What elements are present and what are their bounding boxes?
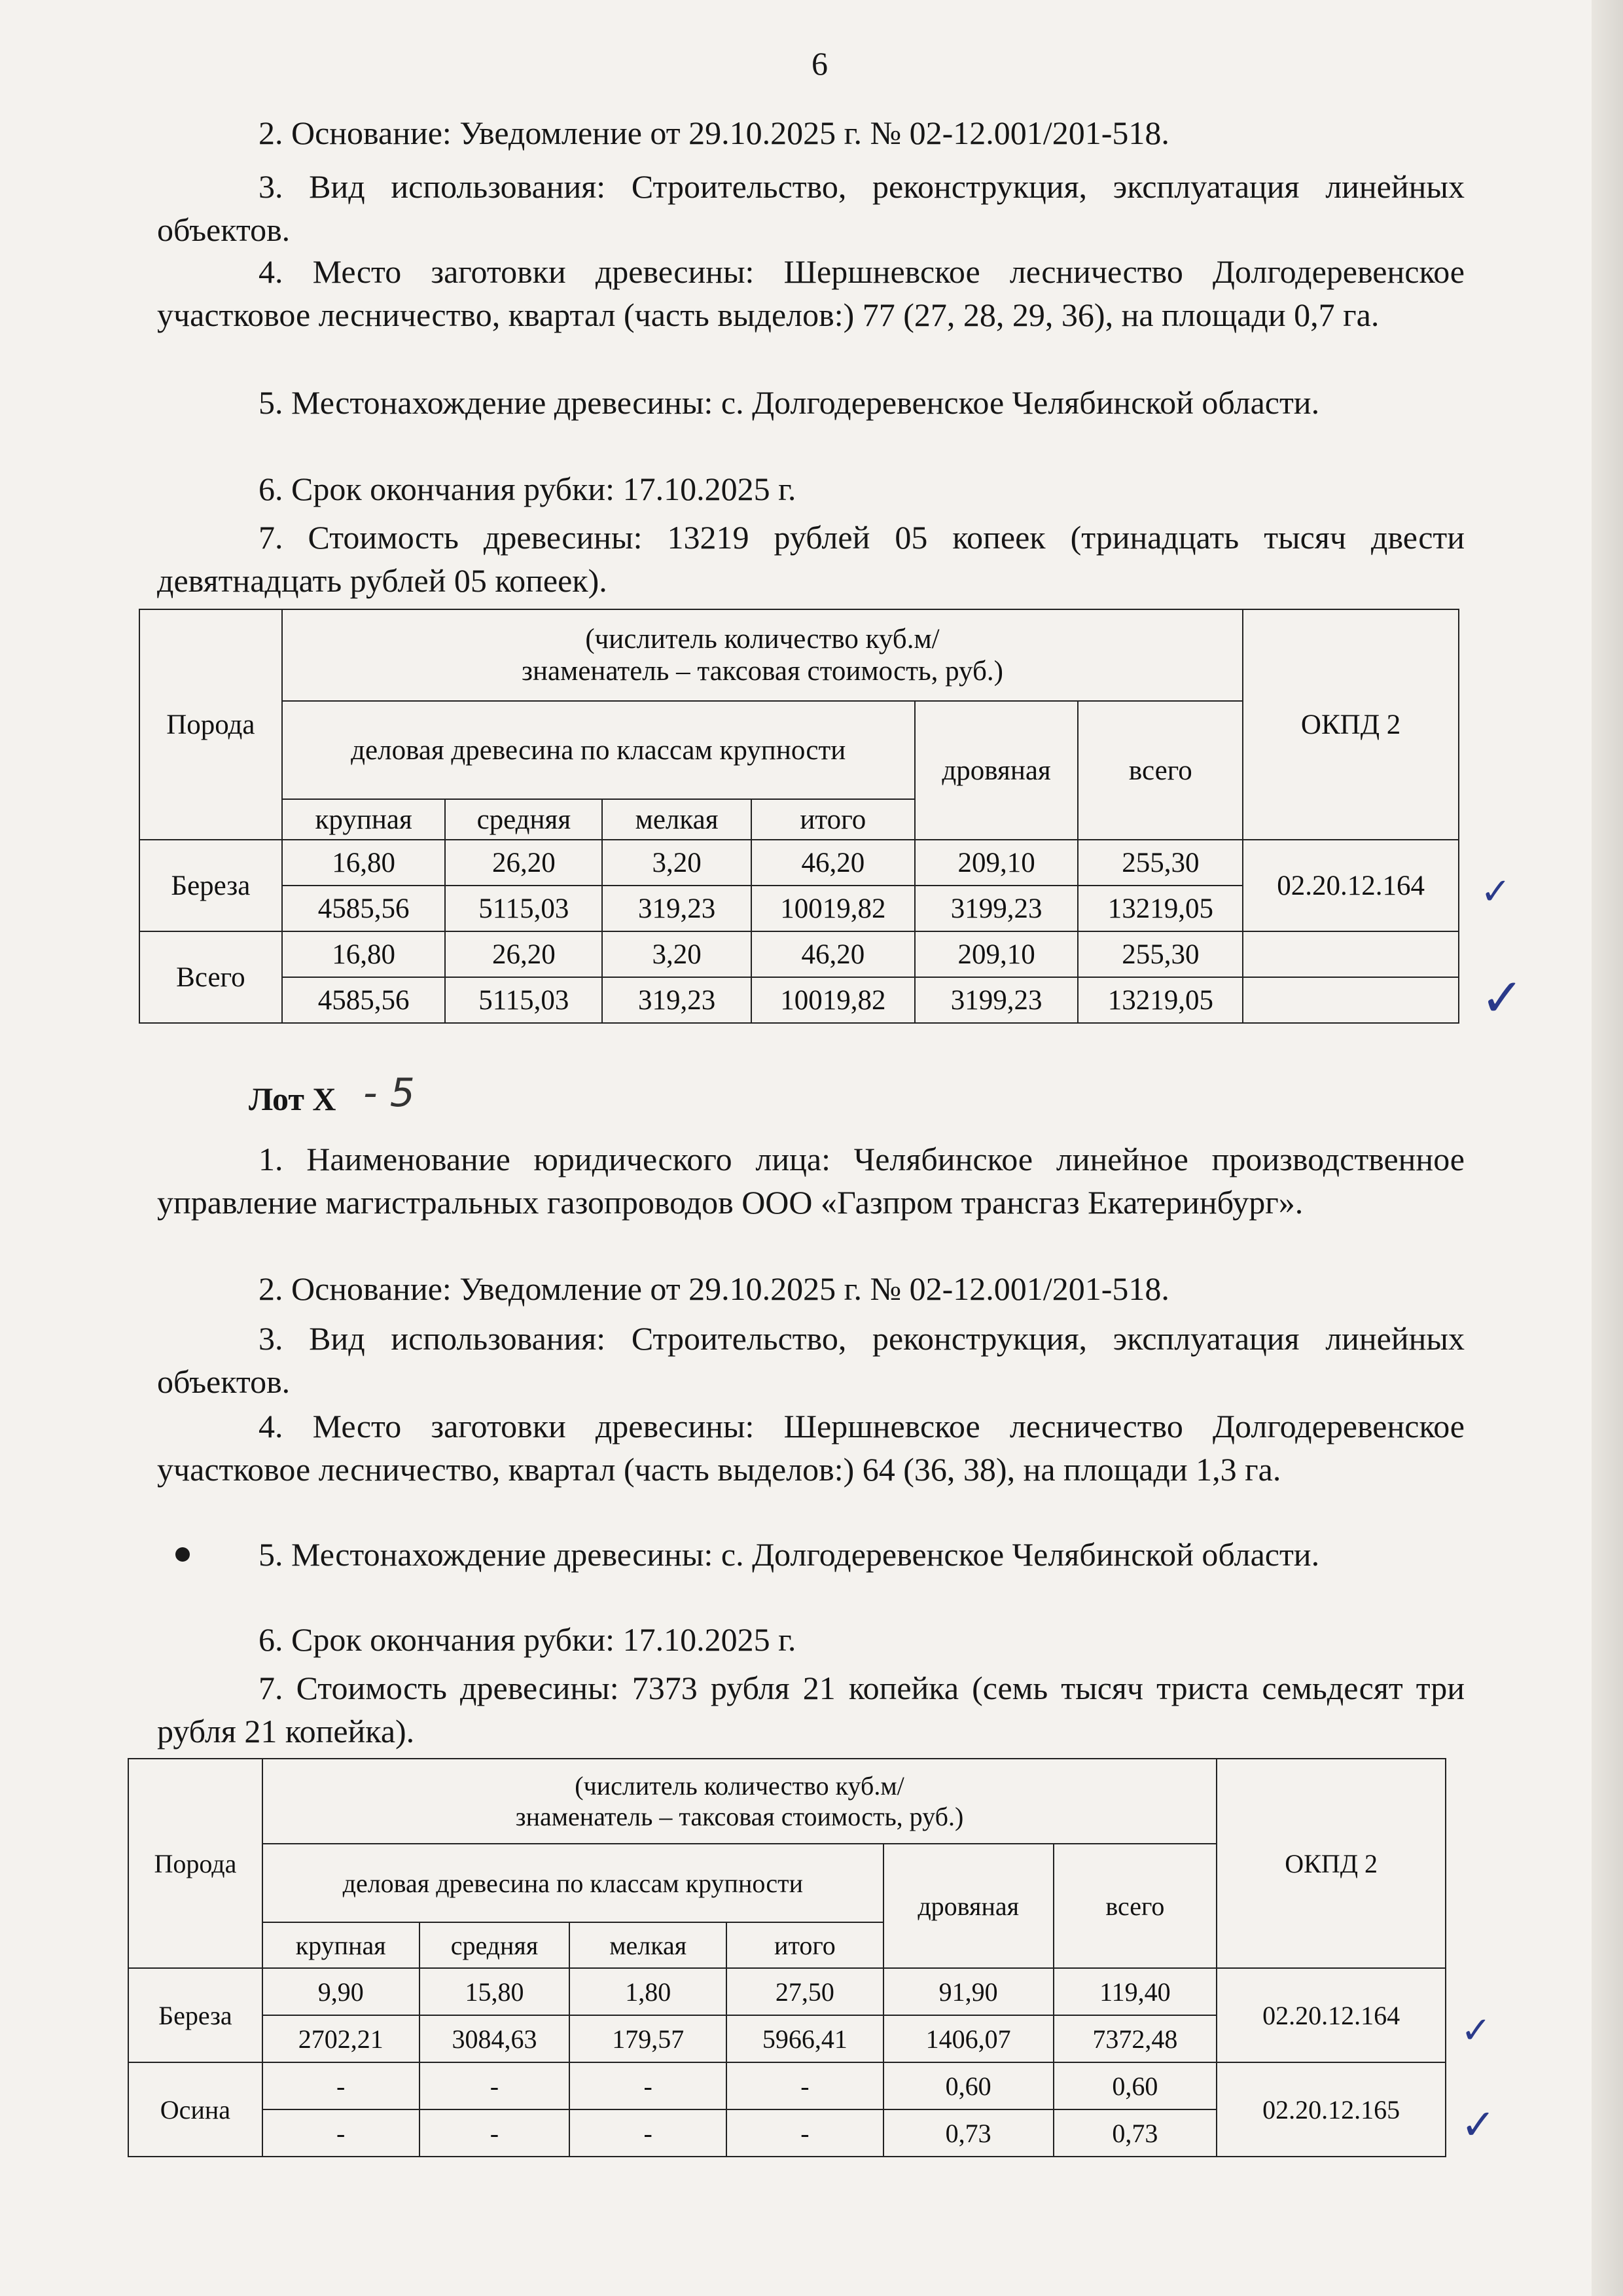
value-cell: 13219,05 xyxy=(1078,977,1243,1023)
value-cell: 255,30 xyxy=(1078,840,1243,886)
check-mark: ✓ xyxy=(1480,870,1511,913)
value-cell: 46,20 xyxy=(751,931,915,977)
value-cell: 3199,23 xyxy=(915,886,1079,931)
value-cell: 3,20 xyxy=(602,931,751,977)
value-cell: 5966,41 xyxy=(726,2015,883,2062)
header-subtotal: итого xyxy=(751,799,915,840)
species-cell: Береза xyxy=(139,840,282,931)
check-mark: ✓ xyxy=(1480,967,1525,1028)
lot-a-timber-table xyxy=(139,609,1459,1024)
page-number: 6 xyxy=(812,45,828,82)
header-large: крупная xyxy=(262,1922,419,1968)
lot-a-item-4: 4. Место заготовки древесины: Шершневское лесничество Долгодеревенское участковое лесничество, квартал (часть выделов:) 77 (27, 28, 29, 36), на площади 0,7 га. xyxy=(157,253,1465,333)
header-okpd: ОКПД 2 xyxy=(1217,1759,1446,1968)
value-cell: 0,60 xyxy=(1054,2062,1217,2109)
value-cell: 26,20 xyxy=(445,840,602,886)
header-fuel: дровяная xyxy=(883,1844,1054,1968)
header-species: Порода xyxy=(128,1759,262,1968)
lot-b-title: Лот X xyxy=(249,1081,336,1117)
check-mark: ✓ xyxy=(1461,2101,1496,2149)
lot-a-item-5: 5. Местонахождение древесины: с. Долгодеревенское Челябинской области. xyxy=(259,384,1320,421)
lot-b-item-1: 1. Наименование юридического лица: Челябинское линейное производственное управление магистральных газопроводов ООО «Газпром трансгаз Екатеринбург». xyxy=(157,1141,1465,1221)
header-small: мелкая xyxy=(602,799,751,840)
value-cell: 16,80 xyxy=(282,931,446,977)
header-caption: (числитель количество куб.м/ знаменатель – таксовая стоимость, руб.) xyxy=(262,1759,1217,1844)
header-fuel: дровяная xyxy=(915,701,1079,840)
lot-b-item-3: 3. Вид использования: Строительство, реконструкция, эксплуатация линейных объектов. xyxy=(157,1320,1465,1400)
species-cell: Береза xyxy=(128,1968,262,2062)
value-cell: - xyxy=(726,2109,883,2157)
value-cell: 3199,23 xyxy=(915,977,1079,1023)
okpd-cell xyxy=(1243,977,1459,1023)
page-fold-shadow xyxy=(1592,0,1623,2296)
value-cell: 0,73 xyxy=(883,2109,1054,2157)
value-cell: 7372,48 xyxy=(1054,2015,1217,2062)
value-cell: - xyxy=(569,2109,726,2157)
header-total: всего xyxy=(1078,701,1243,840)
value-cell: 27,50 xyxy=(726,1968,883,2015)
table-row xyxy=(128,2062,1446,2109)
value-cell: 10019,82 xyxy=(751,977,915,1023)
header-business-timber: деловая древесина по классам крупности xyxy=(262,1844,883,1922)
value-cell: 9,90 xyxy=(262,1968,419,2015)
value-cell: 209,10 xyxy=(915,840,1079,886)
table-row xyxy=(128,1968,1446,2015)
value-cell: 0,73 xyxy=(1054,2109,1217,2157)
value-cell: 179,57 xyxy=(569,2015,726,2062)
lot-a-item-3: 3. Вид использования: Строительство, реконструкция, эксплуатация линейных объектов. xyxy=(157,168,1465,248)
header-large: крупная xyxy=(282,799,446,840)
value-cell: 1,80 xyxy=(569,1968,726,2015)
value-cell: - xyxy=(726,2062,883,2109)
okpd-cell: 02.20.12.164 xyxy=(1217,1968,1446,2062)
value-cell: 13219,05 xyxy=(1078,886,1243,931)
value-cell: 3084,63 xyxy=(419,2015,570,2062)
value-cell: 46,20 xyxy=(751,840,915,886)
lot-b-handwritten-number: - 5 xyxy=(363,1070,415,1116)
lot-b-timber-table xyxy=(128,1758,1446,2157)
value-cell: 4585,56 xyxy=(282,886,446,931)
value-cell: 91,90 xyxy=(883,1968,1054,2015)
value-cell: - xyxy=(419,2109,570,2157)
lot-a-item-7: 7. Стоимость древесины: 13219 рублей 05 копеек (тринадцать тысяч двести девятнадцать рублей 05 копеек). xyxy=(157,519,1465,599)
header-small: мелкая xyxy=(569,1922,726,1968)
table-row xyxy=(139,840,1459,886)
value-cell: 4585,56 xyxy=(282,977,446,1023)
header-medium: средняя xyxy=(419,1922,570,1968)
lot-b-item-6: 6. Срок окончания рубки: 17.10.2025 г. xyxy=(259,1621,796,1658)
value-cell: - xyxy=(262,2062,419,2109)
value-cell: 209,10 xyxy=(915,931,1079,977)
value-cell: 3,20 xyxy=(602,840,751,886)
header-subtotal: итого xyxy=(726,1922,883,1968)
okpd-cell: 02.20.12.165 xyxy=(1217,2062,1446,2157)
value-cell: 5115,03 xyxy=(445,977,602,1023)
header-species: Порода xyxy=(139,609,282,840)
species-cell: Всего xyxy=(139,931,282,1023)
okpd-cell: 02.20.12.164 xyxy=(1243,840,1459,931)
value-cell: 2702,21 xyxy=(262,2015,419,2062)
value-cell: 319,23 xyxy=(602,977,751,1023)
lot-a-item-2: 2. Основание: Уведомление от 29.10.2025 г. № 02-12.001/201-518. xyxy=(259,115,1169,151)
header-total: всего xyxy=(1054,1844,1217,1968)
table-row xyxy=(139,977,1459,1023)
header-business-timber: деловая древесина по классам крупности xyxy=(282,701,915,799)
lot-b-item-2: 2. Основание: Уведомление от 29.10.2025 г. № 02-12.001/201-518. xyxy=(259,1270,1169,1307)
value-cell: 16,80 xyxy=(282,840,446,886)
header-okpd: ОКПД 2 xyxy=(1243,609,1459,840)
value-cell: 319,23 xyxy=(602,886,751,931)
header-medium: средняя xyxy=(445,799,602,840)
table-row xyxy=(139,931,1459,977)
lot-b-item-5: 5. Местонахождение древесины: с. Долгодеревенское Челябинской области. xyxy=(259,1536,1320,1573)
lot-b-item-4: 4. Место заготовки древесины: Шершневское лесничество Долгодеревенское участковое лесничество, квартал (часть выделов:) 64 (36, 38), на площади 1,3 га. xyxy=(157,1408,1465,1488)
value-cell: 26,20 xyxy=(445,931,602,977)
check-mark: ✓ xyxy=(1461,2009,1491,2052)
value-cell: 1406,07 xyxy=(883,2015,1054,2062)
value-cell: 15,80 xyxy=(419,1968,570,2015)
species-cell: Осина xyxy=(128,2062,262,2157)
value-cell: - xyxy=(569,2062,726,2109)
value-cell: - xyxy=(419,2062,570,2109)
value-cell: 0,60 xyxy=(883,2062,1054,2109)
okpd-cell xyxy=(1243,931,1459,977)
lot-b-item-7: 7. Стоимость древесины: 7373 рубля 21 копейка (семь тысяч триста семьдесят три рубля 21 копейка). xyxy=(157,1670,1465,1749)
value-cell: - xyxy=(262,2109,419,2157)
value-cell: 255,30 xyxy=(1078,931,1243,977)
lot-a-item-6: 6. Срок окончания рубки: 17.10.2025 г. xyxy=(259,471,796,507)
value-cell: 119,40 xyxy=(1054,1968,1217,2015)
header-caption: (числитель количество куб.м/ знаменатель – таксовая стоимость, руб.) xyxy=(282,609,1243,701)
value-cell: 10019,82 xyxy=(751,886,915,931)
value-cell: 5115,03 xyxy=(445,886,602,931)
